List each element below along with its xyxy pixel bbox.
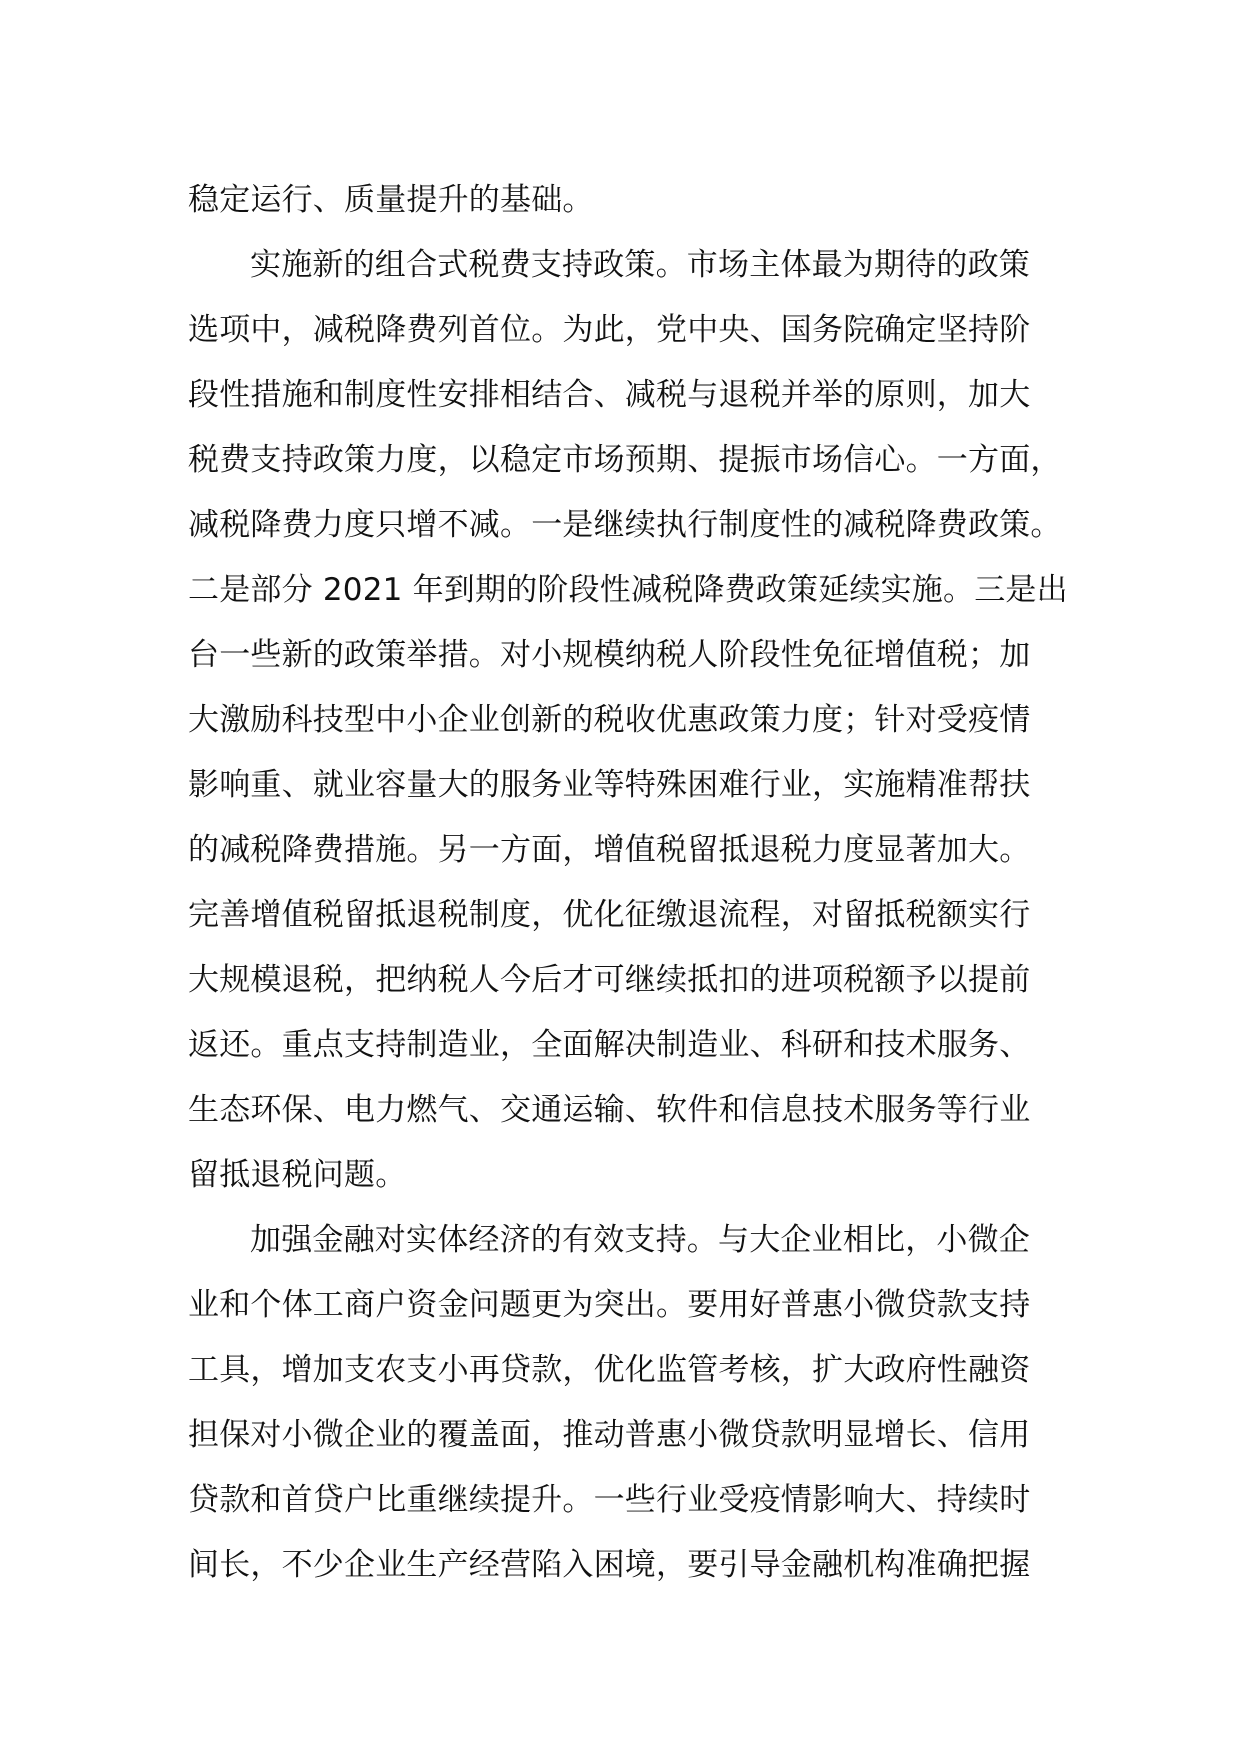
text-line: 减税降费力度只增不减。一是继续执行制度性的减税降费政策。 <box>188 507 1062 543</box>
text-line: 生态环保、电力燃气、交通运输、软件和信息技术服务等行业 <box>188 1092 1031 1128</box>
text-line: 贷款和首贷户比重继续提升。一些行业受疫情影响大、持续时 <box>188 1482 1031 1518</box>
text-line: 影响重、就业容量大的服务业等特殊困难行业，实施精准帮扶 <box>188 767 1031 803</box>
text-line: 业和个体工商户资金问题更为突出。要用好普惠小微贷款支持 <box>188 1287 1031 1323</box>
text-line: 大规模退税，把纳税人今后才可继续抵扣的进项税额予以提前 <box>188 962 1031 998</box>
text-line: 税费支持政策力度，以稳定市场预期、提振市场信心。一方面， <box>188 442 1062 478</box>
text-line: 返还。重点支持制造业，全面解决制造业、科研和技术服务、 <box>188 1027 1031 1063</box>
text-line: 台一些新的政策举措。对小规模纳税人阶段性免征增值税；加 <box>188 637 1031 673</box>
text-line: 留抵退税问题。 <box>188 1157 407 1193</box>
text-line: 选项中，减税降费列首位。为此，党中央、国务院确定坚持阶 <box>188 312 1031 348</box>
paragraph-first-line: 加强金融对实体经济的有效支持。与大企业相比，小微企 <box>250 1222 1030 1258</box>
text-line: 工具，增加支农支小再贷款，优化监管考核，扩大政府性融资 <box>188 1352 1031 1388</box>
text-line: 段性措施和制度性安排相结合、减税与退税并举的原则，加大 <box>188 377 1031 413</box>
text-line: 间长，不少企业生产经营陷入困境，要引导金融机构准确把握 <box>188 1547 1031 1583</box>
text-line: 大激励科技型中小企业创新的税收优惠政策力度；针对受疫情 <box>188 702 1031 738</box>
text-line: 的减税降费措施。另一方面，增值税留抵退税力度显著加大。 <box>188 832 1031 868</box>
text-line: 稳定运行、质量提升的基础。 <box>188 182 594 218</box>
text-line: 担保对小微企业的覆盖面，推动普惠小微贷款明显增长、信用 <box>188 1417 1031 1453</box>
text-line: 二是部分 2021 年到期的阶段性减税降费政策延续实施。三是出 <box>188 572 1068 608</box>
document-body <box>188 168 1088 1598</box>
paragraph-first-line: 实施新的组合式税费支持政策。市场主体最为期待的政策 <box>250 247 1030 283</box>
text-line: 完善增值税留抵退税制度，优化征缴退流程，对留抵税额实行 <box>188 897 1031 933</box>
